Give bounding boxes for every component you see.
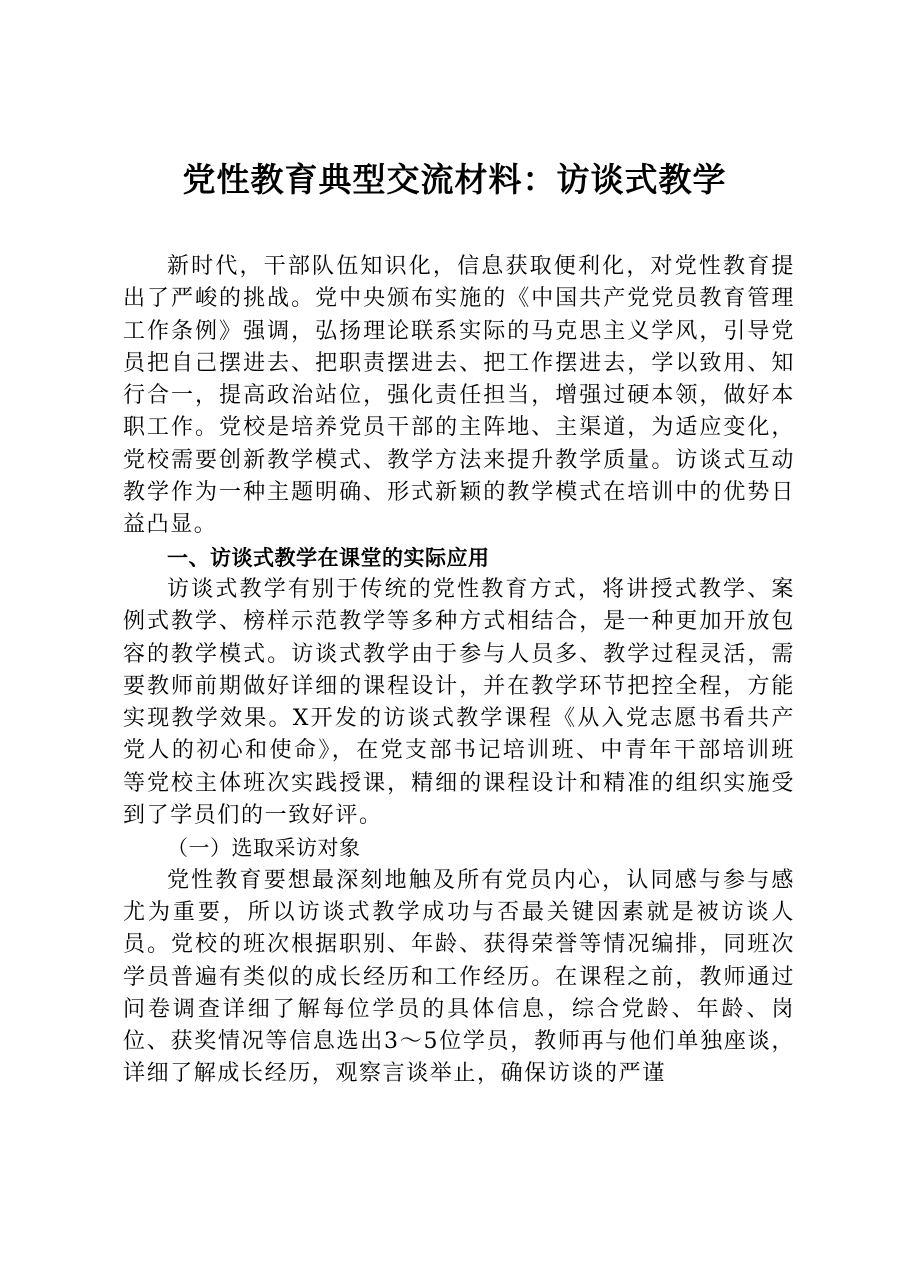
section-heading: 一、访谈式教学在课堂的实际应用 [167,545,490,570]
paragraph-application: 访谈式教学有别于传统的党性教育方式，将讲授式教学、案例式教学、榜样示范教学等多种方式相结合，是一种更加开放包容的教学模式。访谈式教学由于参与人员多、教学过程灵活，需要教师前期做好详细的课程设计，并在教学环节把控全程，方能实现教学效果。X开发的访谈式教学课程《从入党志愿书看共产党人的初心和使命》，在党支部书记培训班、中青年干部培训班等党校主体班次实践授课，精细的课程设计和精准的组织实施受到了学员们的一致好评。 [123,576,795,829]
subsection-heading: （一）选取采访对象 [167,836,361,861]
paragraph-intro: 新时代，干部队伍知识化，信息获取便利化，对党性教育提出了严峻的挑战。党中央颁布实施的《中国共产党党员教育管理工作条例》强调，弘扬理论联系实际的马克思主义学风，引导党员把自己摆进去、把职责摆进去、把工作摆进去，学以致用、知行合一，提高政治站位，强化责任担当，增强过硬本领，做好本职工作。党校是培养党员干部的主阵地、主渠道，为适应变化，党校需要创新教学模式、教学方法来提升教学质量。访谈式互动教学作为一种主题明确、形式新颖的教学模式在培训中的优势日益凸显。 [123,254,795,538]
paragraph-interviewees: 党性教育要想最深刻地触及所有党员内心，认同感与参与感尤为重要，所以访谈式教学成功与否最关键因素就是被访谈人员。党校的班次根据职别、年龄、获得荣誉等情况编排，同班次学员普遍有类似的成长经历和工作经历。在课程之前，教师通过问卷调查详细了解每位学员的具体信息，综合党龄、年龄、岗位、获奖情况等信息选出3～5位学员，教师再与他们单独座谈，详细了解成长经历，观察言谈举止，确保访谈的严谨 [123,867,795,1087]
document-title: 党性教育典型交流材料：访谈式教学 [182,160,727,199]
document-body [123,251,795,1091]
